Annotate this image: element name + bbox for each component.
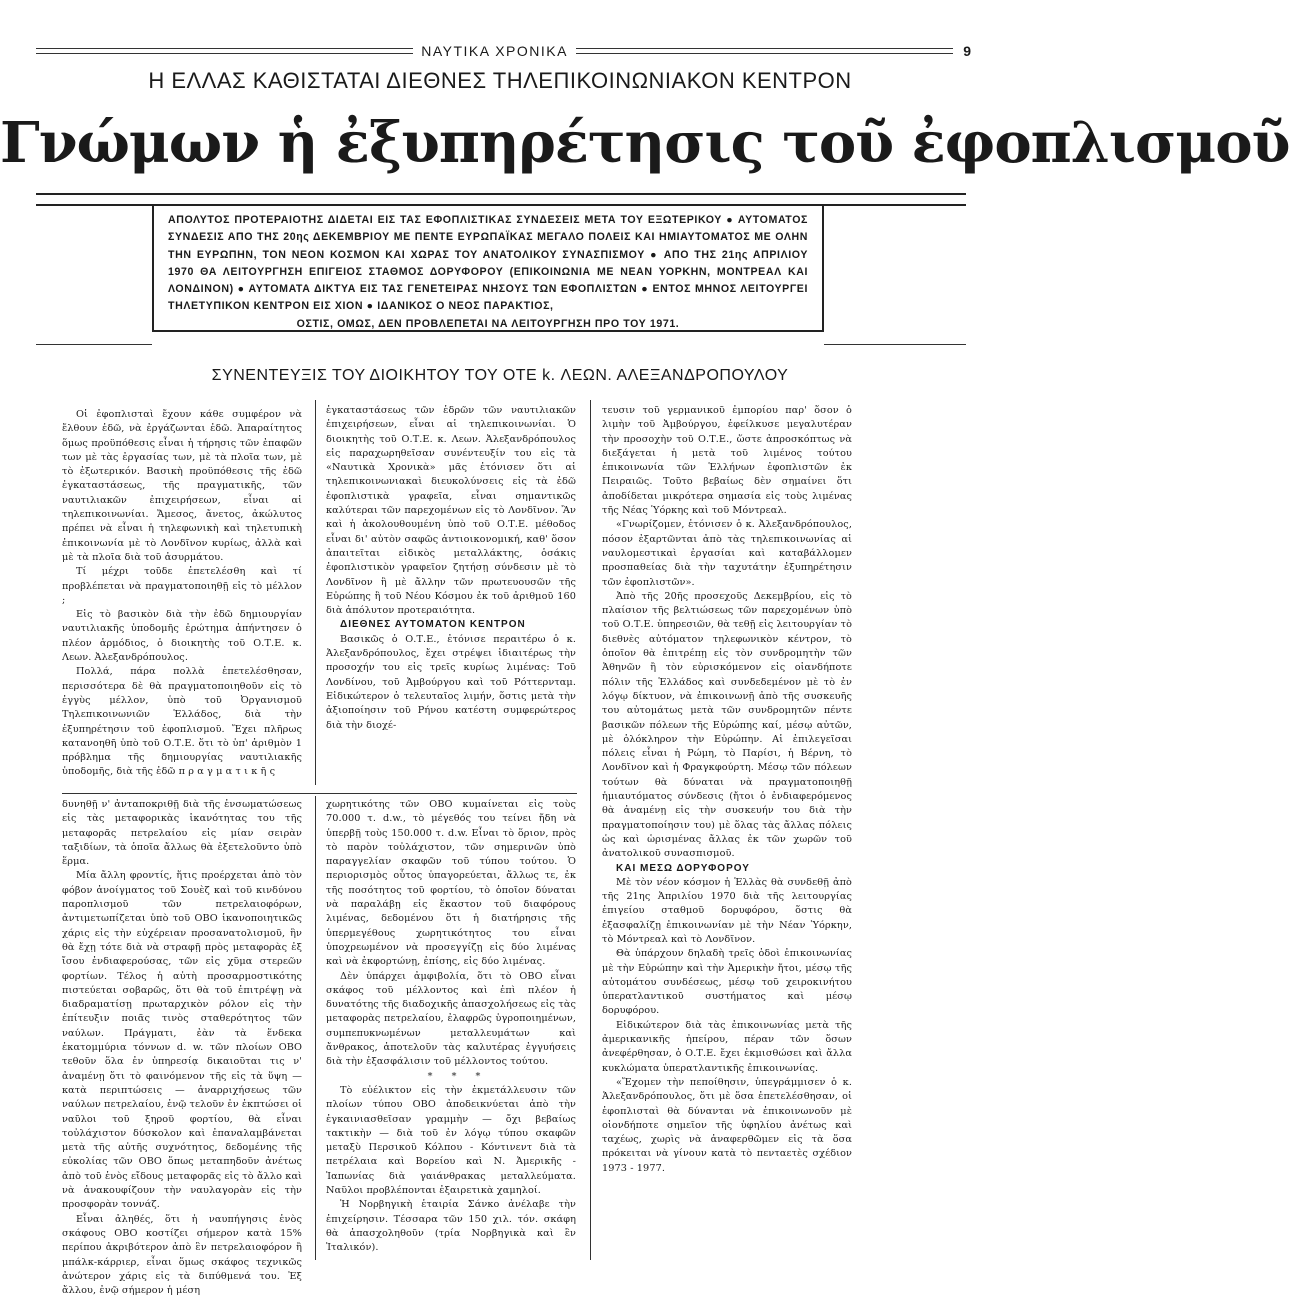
headline-rule: [36, 193, 966, 195]
publication-name: ΝΑΥΤΙΚΑ ΧΡΟΝΙΚΑ: [421, 43, 568, 59]
paragraph: Εἰδικώτερον διὰ τὰς ἐπικοινωνίας μετὰ τῆς ἀμερικανικῆς ἠπείρου, πέραν τῶν ὅσων ἀνεφέρθησαν, ὁ Ο.Τ.Ε. ἔχει ἐκμισθώσει καὶ ἄλλα κυκλώματα ὑπερατλαντικῆς ἐπικοινωνίας.: [602, 1019, 852, 1074]
section-break-stars: * * *: [427, 1070, 489, 1082]
column-2-bottom: [326, 798, 576, 1256]
column-divider: [315, 796, 316, 1260]
paragraph: Βασικῶς ὁ Ο.Τ.Ε., ἐτόνισε περαιτέρω ὁ κ. Ἀλεξανδρόπουλος, ἔχει στρέψει ἰδιαιτέρως τὴν προσοχήν του εἰς τρεῖς κυρίως λιμένας: Τοῦ Λονδίνου, τοῦ Ἀμβούργου καὶ τοῦ Ρόττερνταμ. Εἰδικώτερον ὁ τελευταῖος λιμήν, ὅστις μετὰ τὴν ἀξιοποίησιν τοῦ Ρήνου κατέστη συμφερώτερος διὰ τὴν διοχέ-: [326, 633, 576, 731]
paragraph: δυνηθῇ ν' ἀνταποκριθῇ διὰ τῆς ἐνσωματώσεως εἰς τὰς μεταφορικὰς ἱκανότητας του τῆς μεταφορᾶς πετρελαίου εἰς μίαν σειρὰν ταξιδίων, τὰ ὁποῖα ἄλλως θὰ ἐξετελοῦντο ὑπὸ ἕρμα.: [62, 799, 302, 868]
masthead: [36, 40, 971, 62]
page-number: 9: [963, 43, 971, 59]
paragraph: Ἡ Νορβηγικὴ ἑταιρία Σάνκο ἀνέλαβε τὴν ἐπιχείρησιν. Τέσσαρα τῶν 150 χιλ. τόν. σκάφη θὰ ἀπασχοληθοῦν (τρία Νορβηγικὰ καὶ ἓν Ἰταλικόν).: [326, 1199, 576, 1254]
paragraph: «Ἔχομεν τὴν πεποίθησιν, ὑπεγράμμισεν ὁ κ. Ἀλεξανδρόπουλος, ὅτι μὲ ὅσα ἐπετελέσθησαν, οἱ ἐφοπλισταὶ θὰ δύνανται νὰ ἐπικοινωνοῦν μὲ οἱονδήποτε σημεῖον τῆς ὑφηλίου ἀνέτως καὶ ταχέως, χωρὶς νὰ ἀναφερθῶμεν εἰς τὰ ὅσα πρόκειται νὰ γίνουν κατὰ τὸ πενταετὲς σχέδιον 1973 - 1977.: [602, 1076, 852, 1174]
paragraph: Οἱ ἐφοπλισταὶ ἔχουν κάθε συμφέρον νὰ ἔλθουν ἐδῶ, νὰ ἐργάζωνται ἐδῶ. Ἀπαραίτητος ὅμως προϋπόθεσις εἶναι ἡ τήρησις τῶν ἐπαφῶν των μὲ τὰς ἐργασίας των, μὲ τὰ πλοῖα των, μὲ τὸ ἐξωτερικόν. Βασικὴ προϋπόθεσις τῆς ἐδῶ ἐγκαταστάσεως, τῆς πραγματικῆς, τῶν ναυτιλιακῶν ἐπιχειρήσεων, εἶναι αἱ τηλεπικοινωνίαι. Ἄμεσος, ἄνετος, ἀκώλυτος πρέπει νὰ εἶναι ἡ τηλεφωνικὴ καὶ τηλετυπικὴ ἐπικοινωνία μὲ τὸ Λονδῖνον κυρίως, ἀλλὰ καὶ μὲ τὰ πλοῖα διὰ τοῦ ἀσυρμάτου.: [62, 409, 302, 563]
supertitle: Η ΕΛΛΑΣ ΚΑΘΙΣΤΑΤΑΙ ΔΙΕΘΝΕΣ ΤΗΛΕΠΙΚΟΙΝΩΝΙΑΚΟΝ ΚΕΝΤΡΟΝ: [148, 68, 852, 93]
paragraph: «Γνωρίζομεν, ἐτόνισεν ὁ κ. Ἀλεξανδρόπουλος, πόσον ἐξαρτῶνται ἀπὸ τὰς τηλεπικοινωνίας αἱ ναυλομεστικαὶ ἐργασίαι καὶ καταβάλλομεν προσπαθείας διὰ τὴν ταχυτάτην ἐξυπηρέτησιν τῶν ἐφοπλιστῶν».: [602, 519, 852, 588]
column-2-top: [326, 404, 576, 733]
paragraph: Εἰς τὸ βασικὸν διὰ τὴν ἐδῶ δημιουργίαν ναυτιλιακῆς ὑποδομῆς ἐρώτημα ἀπήντησεν ὁ πλέον ἁρμόδιος, ὁ διοικητὴς τοῦ Ο.Τ.Ε. κ. Λεων. Ἀλεξανδρόπουλος.: [62, 609, 302, 664]
paragraph: χωρητικότης τῶν ΟΒΟ κυμαίνεται εἰς τοὺς 70.000 τ. d.w., τὸ μέγεθός του τείνει ἤδη νὰ ὑπερβῇ τοὺς 150.000 τ. d.w. Εἶναι τὸ ὅριον, πρὸς τὸ παρὸν τοὐλάχιστον, τῶν σημερινῶν ὑπὸ παραγγελίαν σκαφῶν τοῦ τύπου τούτου. Ὁ περιορισμὸς οὗτος ὑπαγορεύεται, ἄλλως τε, ἐκ τῆς ποσότητος τοῦ φορτίου, τὸ ὁποῖον δύναται νὰ παραλάβῃ εἰς ἕκαστον τοῦ διαφόρους λιμένας, δεδομένου ὅτι ἡ διατήρησις τῆς ὑπερμεγέθους χωρητικότητος του εἶναι ὑποχρεωμένον νὰ προσεγγίζῃ εἰς δύο λιμένας καὶ νὰ ἐκφορτώνῃ, ἐπίσης, εἰς δύο λιμένας.: [326, 799, 576, 968]
section-divider: [62, 793, 577, 794]
column-3: [602, 404, 852, 1176]
masthead-rule-left: [36, 48, 413, 54]
paragraph: Τί μέχρι τοῦδε ἐπετελέσθη καὶ τί προβλέπεται νὰ πραγματοποιηθῇ εἰς τὸ μέλλον ;: [62, 566, 302, 606]
paragraph: Εἶναι ἀληθές, ὅτι ἡ ναυπήγησις ἑνὸς σκάφους ΟΒΟ κοστίζει σήμερον κατὰ 15% περίπου ἀκριβότερον ἀπὸ ἓν πετρελαιοφόρον ἢ μπάλκ-κάρριερ, εἶναι ὅμως σκάφος τεχνικῶς ἀνώτερον χάρις εἰς τὰ διπύθμενά του. Ἐξ ἄλλου, ἐνῷ σήμερον ἡ μέση: [62, 1213, 302, 1297]
interview-byline: ΣΥΝΕΝΤΕΥΞΙΣ ΤΟΥ ΔΙΟΙΚΗΤΟΥ ΤΟΥ ΟΤΕ k. ΛΕΩΝ. ΑΛΕΞΑΝΔΡΟΠΟΥΛΟΥ: [211, 367, 789, 384]
column-divider: [590, 400, 591, 1260]
box-rule-left: [36, 204, 152, 206]
summary-last-line: ΟΣΤΙΣ, ΟΜΩΣ, ΔΕΝ ΠΡΟΒΛΕΠΕΤΑΙ ΝΑ ΛΕΙΤΟΥΡΓΗΣΗ ΠΡΟ ΤΟΥ 1971.: [296, 317, 680, 330]
paragraph: Μὲ τὸν νέον κόσμον ἡ Ἑλλὰς θὰ συνδεθῇ ἀπὸ τῆς 21ης Ἀπριλίου 1970 διὰ τῆς λειτουργίας ἐπιγείου σταθμοῦ δορυφόρου, ὅστις θὰ ἐξασφαλίζῃ ἐπικοινωνίαν μὲ τὴν Νέαν Ὑόρκην, τὸ Μόντρεαλ καὶ τὸ Λονδῖνον.: [602, 876, 852, 945]
paragraph: Θὰ ὑπάρχουν δηλαδὴ τρεῖς ὁδοὶ ἐπικοινωνίας μὲ τὴν Εὐρώπην καὶ τὴν Ἀμερικὴν ἤτοι, μέσῳ τῆς αὐτομάτου συνδέσεως, μέσῳ τοῦ χειροκινήτου ὑπερατλαντικοῦ συστήματος καὶ μέσῳ δορυφόρου.: [602, 948, 852, 1017]
paragraph: Τὸ εὐέλικτον εἰς τὴν ἐκμετάλλευσιν τῶν πλοίων τύπου ΟΒΟ ἀποδεικνύεται ἀπὸ τὴν ἐγκαινιασθεῖσαν γραμμὴν — ὄχι βεβαίως τακτικὴν — διὰ τοῦ ἐν λόγῳ τύπου σκαφῶν μεταξὺ Περσικοῦ Κόλπου - Κόντινεντ διὰ τὰ πετρέλαια καὶ Βορείου καὶ Ν. Ἀμερικῆς - Ἰαπωνίας διὰ γαιάνθρακας μεταλλεύματα. Ναῦλοι προβλέπονται ἐξαιρετικὰ χαμηλοί.: [326, 1084, 576, 1197]
box-base-rule-right: [824, 344, 966, 345]
paragraph: τευσιν τοῦ γερμανικοῦ ἐμπορίου παρ' ὅσον ὁ λιμὴν τοῦ Ἀμβούργου, ἐφείλκυσε μεγαλυτέραν τὴν προσοχὴν τοῦ Ο.Τ.Ε., ὥστε ἀπροσκόπτως νὰ διεξάγεται ἡ μετὰ τοῦ λιμένος τούτου ἐπικοινωνία τῶν Ἑλλήνων ἐφοπλιστῶν ἐκ Πειραιῶς. Τοῦτο βεβαίως δὲν σημαίνει ὅτι ἀποδίδεται μικρότερα σημασία εἰς τοὺς λιμένας τῆς Νέας Ὑόρκης καὶ τοῦ Μόντρεαλ.: [602, 405, 852, 517]
box-rule-right: [824, 204, 966, 206]
box-base-rule-left: [36, 344, 152, 345]
summary-box: [152, 204, 824, 332]
summary-body: ΑΠΟΛΥΤΟΣ ΠΡΟΤΕΡΑΙΟΤΗΣ ΔΙΔΕΤΑΙ ΕΙΣ ΤΑΣ ΕΦΟΠΛΙΣΤΙΚΑΣ ΣΥΝΔΕΣΕΙΣ ΜΕΤΑ ΤΟΥ ΕΞΩΤΕΡΙΚΟΥ ● ΑΥΤΟΜΑΤΟΣ ΣΥΝΔΕΣΙΣ ΑΠΟ ΤΗΣ 20ης ΔΕΚΕΜΒΡΙΟΥ ΜΕ ΠΕΝΤΕ ΕΥΡΩΠΑΪΚΑΣ ΜΕΓΑΛΟ ΠΟΛΕΙΣ ΚΑΙ ΗΜΙΑΥΤΟΜΑΤΟΣ ΜΕ ΟΛΗΝ ΤΗΝ ΕΥΡΩΠΗΝ, ΤΟΝ ΝΕΟΝ ΚΟΣΜΟΝ ΚΑΙ ΧΩΡΑΣ ΤΟΥ ΑΝΑΤΟΛΙΚΟΥ ΣΥΝΑΣΠΙΣΜΟΥ ● ΑΠΟ ΤΗΣ 21ης ΑΠΡΙΛΙΟΥ 1970 ΘΑ ΛΕΙΤΟΥΡΓΗΣΗ ΕΠΙΓΕΙΟΣ ΣΤΑΘΜΟΣ ΔΟΡΥΦΟΡΟΥ (ΕΠΙΚΟΙΝΩΝΙΑ ΜΕ ΝΕΑΝ ΥΟΡΚΗΝ, ΜΟΝΤΡΕΑΛ ΚΑΙ ΛΟΝΔΙΝΟΝ) ● ΑΥΤΟΜΑΤΑ ΔΙΚΤΥΑ ΕΙΣ ΤΑΣ ΓΕΝΕΤΕΙΡΑΣ ΝΗΣΟΥΣ ΤΩΝ ΕΦΟΠΛΙΣΤΩΝ ● ΕΝΤΟΣ ΜΗΝΟΣ ΛΕΙΤΟΥΡΓΕΙ ΤΗΛΕΤΥΠΙΚΟΝ ΚΕΝΤΡΟΝ ΕΙΣ ΧΙΟΝ ● ΙΔΑΝΙΚΟΣ Ο ΝΕΟΣ ΠΑΡΑΚΤΙΟΣ,: [168, 214, 808, 313]
column-1-top: [62, 408, 302, 780]
paragraph: Μία ἄλλη φροντίς, ἥτις προέρχεται ἀπὸ τὸν φόβον ἀνοίγματος τοῦ Σουὲζ καὶ τοῦ κινδύνου παροπλισμοῦ τῶν πετρελαιοφόρων, ἀντιμετωπίζεται ὑπὸ τοῦ ΟΒΟ ἱκανοποιητικῶς χάρις εἰς τὴν εὐχέρειαν προσανατολισμοῦ, ἣν θὰ ἔχῃ τότε διὰ νὰ στραφῇ πρὸς μεταφορὰς ἐξ ἴσου ἐνδιαφερούσας, τῶν εἰς χῦμα στερεῶν φορτίων. Τέλος ἡ αὐτὴ προσαρμοστικότης πιστεύεται σοβαρῶς, ὅτι θὰ τοῦ ἐπιτρέψῃ νὰ διαδραματίσῃ πρωταρχικὸν ρόλον εἰς τὴν ἐπίτευξιν ποιᾶς τινὸς σταθερότητος τῶν ναύλων. Πράγματι, ἐὰν τὰ ἕνδεκα ἑκατομμύρια τόννων d. w. τῶν πλοίων ΟΒΟ τεθοῦν ὅλα ἐν ὑπηρεσίᾳ δικαιοῦται τις ν' ἀναμένῃ ὅτι τὸ φαινόμενον τῆς εἰς τὰ ὕψη — κατὰ περιπτώσεις — ἀναρριχήσεως τῶν ναύλων πετρελαίου, ἐνῷ τελοῦν ἐν ἐκπτώσει οἱ ναῦλοι τοῦ ξηροῦ φορτίου, θὰ εἶναι τοὐλάχιστον δύσκολον καὶ ἐπαναλαμβάνεται μετὰ τῆς αὐτῆς συχνότητος, δεδομένης τῆς εὐκολίας τῶν ΟΒΟ ὅπως μεταπηδοῦν ἀνέτως ἀπὸ τοῦ ἑνὸς εἴδους μεταφορᾶς εἰς τὸ ἄλλο καὶ νὰ ἀνακουφίζουν τὴν ναυλαγορὰν εἰς τὴν προσφορὰν τοννάζ.: [62, 870, 303, 1211]
subheading-via-satellite: ΚΑΙ ΜΕΣΩ ΔΟΡΥΦΟΡΟΥ: [616, 862, 750, 874]
subheading-international-center: ΔΙΕΘΝΕΣ ΑΥΤΟΜΑΤΟΝ ΚΕΝΤΡΟΝ: [340, 619, 526, 631]
paragraph: Ἀπὸ τῆς 20ῆς προσεχοῦς Δεκεμβρίου, εἰς τὸ πλαίσιον τῆς βελτιώσεως τῶν παρεχομένων ὑπὸ τοῦ Ο.Τ.Ε. ὑπηρεσιῶν, θὰ τεθῇ εἰς λειτουργίαν τὸ διεθνὲς αὐτόματον τηλεφωνικὸν κέντρον, τὸ ὁποῖον θὰ ἐπιτρέπῃ εἰς τὸν συνδρομητὴν τῶν Ἀθηνῶν ἢ τὸν εὑρισκόμενον εἰς οἱανδήποτε πόλιν τῆς Ἑλλάδος καὶ συνδεδεμένον μὲ τὸ ἐν λόγῳ δίκτυον, νὰ ἐπικοινωνῇ ἀπὸ τῆς συσκευῆς του αὐτομάτως μετὰ τῶν συνδρομητῶν πέντε βασικῶν πόλεων τῆς Εὐρώπης καί, μέσῳ αὐτῶν, μὲ ὁλόκληρον τὴν Εὐρώπην. Αἱ ἐπιλεγεῖσαι πόλεις εἶναι ἡ Ρώμη, τὸ Παρίσι, ἡ Βέρνη, τὸ Λονδῖνον καὶ ἡ Φραγκφούρτη. Μέσῳ τῶν πόλεων τούτων θὰ δύναται νὰ πραγματοποιηθῇ ἡμιαυτόματος σύνδεσις (ἤτοι ὁ ἐνδιαφερόμενος θὰ ἀναμένῃ εἰς τὴν συσκευήν του διὰ τὴν πραγματοποίησιν του) μὲ ὅλας τὰς ἄλλας πόλεις ὡς καὶ ὡρισμένας ἄλλας ἐκ τῶν χωρῶν τοῦ ἀνατολικοῦ συνασπισμοῦ.: [602, 590, 852, 860]
headline: Γνώμων ἡ ἐξυπηρέτησις τοῦ ἐφοπλισμοῦ: [0, 110, 1290, 176]
summary-text: [168, 212, 808, 333]
masthead-rule-right: [576, 48, 953, 54]
paragraph: Πολλά, πάρα πολλὰ ἐπετελέσθησαν, περισσότερα δὲ θὰ πραγματοποιηθοῦν εἰς τὸ ἐγγὺς μέλλον, ὑπὸ τοῦ Ὀργανισμοῦ Τηλεπικοινωνιῶν Ἑλλάδος, διὰ τὴν ἐξυπηρέτησιν τοῦ ἐφοπλισμοῦ. Ἔχει πλῆρως κατανοηθῆ ὑπὸ τοῦ Ο.Τ.Ε. ὅτι τὸ ὑπ' ἀριθμὸν 1 πρόβλημα τῆς δημιουργίας ναυτιλιακῆς ὑποδομῆς, διὰ τῆς ἐδῶ π ρ α γ μ α τ ι κ ῆ ς: [62, 666, 302, 778]
column-1-bottom: [62, 798, 302, 1298]
column-divider: [315, 400, 316, 785]
paragraph: Δὲν ὑπάρχει ἀμφιβολία, ὅτι τὸ ΟΒΟ εἶναι σκάφος τοῦ μέλλοντος καὶ ἐπὶ πλέον ἡ δυνατότης τῆς διαδοχικῆς ἀπασχολήσεως εἰς τὰς μεταφορὰς πετρελαίου, ἐλαφρῶς ὑγροποιημένων, συμπεπυκνωμένων μεταλλευμάτων καὶ ἄνθρακος, ἀποτελοῦν τὰς καλυτέρας ἐγγυήσεις διὰ τὴν ἐξασφάλισιν τοῦ μέλλοντος τούτου.: [326, 970, 576, 1068]
paragraph: ἐγκαταστάσεως τῶν ἑδρῶν τῶν ναυτιλιακῶν ἐπιχειρήσεων, εἶναι αἱ τηλεπικοινωνίαι. Ὁ διοικητὴς τοῦ Ο.Τ.Ε. κ. Λεων. Ἀλεξανδρόπουλος εἰς παραχωρηθεῖσαν συνέντευξίν του εἰς τὰ «Ναυτικὰ Χρονικὰ» μᾶς ἐτόνισεν ὅτι αἱ τηλεπικοινωνιακαὶ διευκολύνσεις εἰς τὰ ἐδῶ ἐφοπλιστικὰ γραφεῖα, εἶναι σημαντικῶς καλύτεραι τῶν παρεχομένων εἰς τὸ Λονδῖνον. Ἂν καὶ ἡ ἀκολουθουμένη ὑπὸ τοῦ Ο.Τ.Ε. μέθοδος εἶναι δι' αὐτὸν σαφῶς ἀντιοικονομική, καθ' ὅσον ἀπαιτεῖται εἰδικὸς μεταλλάκτης, ὁσάκις ἐφοπλιστικὸν γραφεῖον ζητήσῃ σύνδεσιν μὲ τὸ Λονδῖνον ἢ μὲ ἄλλην τῶν πρωτευουσῶν τῆς Εὐρώπης ἢ τοῦ Νέου Κόσμου ἐκ τοῦ ἀριθμοῦ 160 διὰ ἀπόλυτον προτεραιότητα.: [326, 405, 576, 617]
